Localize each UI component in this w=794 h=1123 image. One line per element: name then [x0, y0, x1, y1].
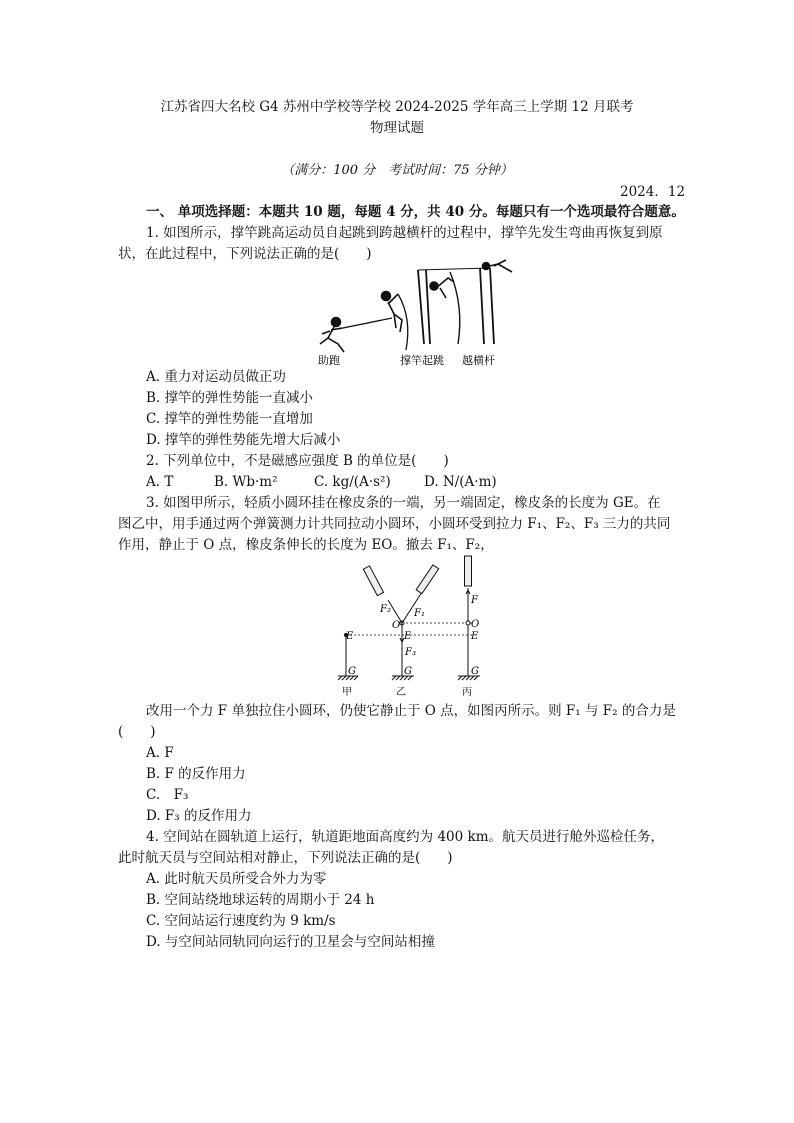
q3-stem-line5: ( ) — [118, 724, 156, 740]
label-f: F — [471, 595, 478, 606]
q1-option-b: B. 撑竿的弹性势能一直减小 — [146, 390, 314, 406]
q1-option-c: C. 撑竿的弹性势能一直增加 — [146, 411, 313, 427]
label-g-yi: G — [404, 666, 412, 677]
label-f1: F₁ — [414, 608, 425, 619]
label-e-jia: E — [346, 631, 354, 642]
q2-option-d: D. N/(A·m) — [424, 474, 497, 490]
q3-stem-line4: 改用一个力 F 单独拉住小圆环，仍使它静止于 O 点，如图丙所示。则 F₁ 与 F₂ 的合力是 — [146, 703, 676, 719]
setup-bing — [458, 556, 480, 680]
q4-stem-line1: 4. 空间站在圆轨道上运行，轨道距地面高度约为 400 km。航天员进行舱外巡检任务， — [146, 829, 665, 845]
label-f2: F₂ — [380, 604, 391, 615]
section-heading: 一、 单项选择题：本题共 10 题，每题 4 分，共 40 分。每题只有一个选项最符合题意。 — [146, 204, 685, 220]
q4-option-d: D. 与空间站同轨同向运行的卫星会与空间站相撞 — [146, 934, 435, 950]
q3-option-b: B. F 的反作用力 — [146, 766, 246, 782]
q1-option-d: D. 撑竿的弹性势能先增大后减小 — [146, 432, 341, 448]
q1-stem-line2: 状，在此过程中，下列说法正确的是( ) — [118, 246, 372, 262]
q1-stem-line1: 1. 如图所示，撑竿跳高运动员自起跳到跨越横杆的过程中，撑竿先发生弯曲再恢复到原 — [146, 225, 663, 241]
label-takeoff: 撑竿起跳 — [400, 354, 444, 367]
runner-figure — [320, 318, 392, 353]
q4-option-c: C. 空间站运行速度约为 9 km/s — [146, 913, 336, 929]
exam-date: 2024．12 — [620, 184, 686, 200]
label-g-bing: G — [471, 666, 479, 677]
label-clear: 越横杆 — [462, 354, 495, 367]
label-yi: 乙 — [396, 687, 406, 698]
label-o-yi: O — [392, 620, 401, 631]
q3-option-d: D. F₃ 的反作用力 — [146, 808, 252, 824]
q3-stem-line1: 3. 如图甲所示，轻质小圆环挂在橡皮条的一端，另一端固定，橡皮条的长度为 GE。在 — [146, 495, 661, 511]
label-jia: 甲 — [342, 687, 352, 698]
q2-option-a: A. T — [146, 474, 174, 490]
crossbar-stands — [418, 268, 494, 344]
exam-title: 江苏省四大名校 G4 苏州中学校等学校 2024-2025 学年高三上学期 12 月联考 — [160, 99, 634, 115]
q3-stem-line3: 作用，静止于 O 点，橡皮条伸长的长度为 EO。撤去 F₁、F₂， — [118, 537, 494, 553]
q3-stem-line2: 图乙中，用手通过两个弹簧测力计共同拉动小圆环，小圆环受到拉力 F₁、F₂、F₃ 三力的共同 — [118, 516, 671, 532]
q3-option-c: C. F₃ — [146, 787, 189, 803]
bar-clear-figure — [430, 260, 512, 298]
q3-option-a: A. F — [146, 745, 174, 761]
q4-stem-line2: 此时航天员与空间站相对静止，下列说法正确的是( ) — [118, 850, 453, 866]
force-experiment-figure — [330, 550, 500, 698]
label-g-jia: G — [348, 666, 356, 677]
setup-yi — [363, 565, 438, 680]
subject-title: 物理试题 — [370, 120, 424, 136]
q2-option-c: C. kg/(A·s²) — [314, 474, 391, 490]
label-bing: 丙 — [462, 687, 472, 698]
takeoff-figure — [382, 292, 408, 351]
label-o-bing: O — [471, 619, 480, 630]
label-e-yi: E — [404, 631, 412, 642]
label-e-bing: E — [471, 631, 479, 642]
pole-vault-figure — [300, 258, 540, 370]
q1-option-a: A. 重力对运动员做正功 — [146, 369, 286, 385]
q2-option-b: B. Wb·m² — [214, 474, 278, 490]
exam-info: （满分：100 分 考试时间：75 分钟） — [281, 163, 513, 178]
q4-option-a: A. 此时航天员所受合外力为零 — [146, 871, 327, 887]
label-f3: F₃ — [405, 647, 416, 658]
q4-option-b: B. 空间站绕地球运转的周期小于 24 h — [146, 892, 375, 908]
q2-stem: 2. 下列单位中，不是磁感应强度 B 的单位是( ) — [146, 453, 449, 469]
label-run: 助跑 — [318, 354, 340, 367]
